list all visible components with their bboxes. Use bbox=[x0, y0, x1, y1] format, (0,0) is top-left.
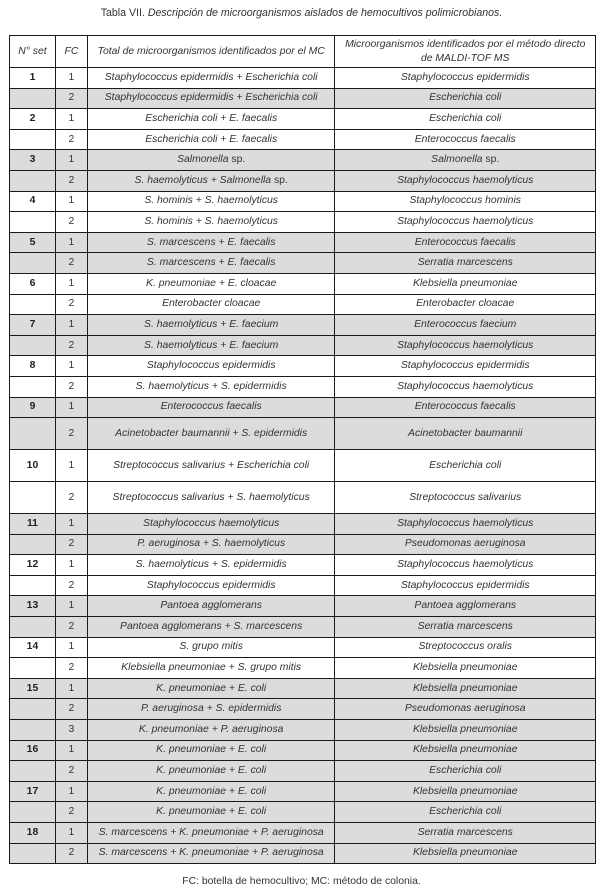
total-mc-cell: S. haemolyticus + Salmonella sp. bbox=[87, 170, 335, 191]
total-mc-cell: Staphylococcus epidermidis bbox=[87, 356, 335, 377]
total-mc-cell: K. pneumoniae + E. coli bbox=[87, 761, 335, 782]
fc-cell: 2 bbox=[55, 376, 87, 397]
total-mc-cell: S. haemolyticus + S. epidermidis bbox=[87, 555, 335, 576]
fc-cell: 2 bbox=[55, 418, 87, 450]
maldi-cell: Staphylococcus haemolyticus bbox=[335, 212, 596, 233]
maldi-cell: Staphylococcus epidermidis bbox=[335, 575, 596, 596]
maldi-cell: Escherichia coli bbox=[335, 450, 596, 482]
maldi-cell: Enterococcus faecalis bbox=[335, 232, 596, 253]
maldi-cell: Staphylococcus hominis bbox=[335, 191, 596, 212]
set-number-cell: 14 bbox=[10, 637, 56, 658]
set-number-cell: 6 bbox=[10, 273, 56, 294]
fc-cell: 2 bbox=[55, 212, 87, 233]
total-mc-cell: Acinetobacter baumannii + S. epidermidis bbox=[87, 418, 335, 450]
fc-cell: 2 bbox=[55, 617, 87, 638]
table-row bbox=[10, 482, 596, 514]
set-number-cell bbox=[10, 482, 56, 514]
fc-cell: 1 bbox=[55, 555, 87, 576]
fc-cell: 1 bbox=[55, 678, 87, 699]
table-row bbox=[10, 617, 596, 638]
fc-cell: 3 bbox=[55, 720, 87, 741]
total-mc-cell: Pantoea agglomerans bbox=[87, 596, 335, 617]
table-row bbox=[10, 761, 596, 782]
fc-cell: 1 bbox=[55, 596, 87, 617]
table-row bbox=[10, 802, 596, 823]
fc-cell: 2 bbox=[55, 802, 87, 823]
table-row bbox=[10, 170, 596, 191]
fc-cell: 1 bbox=[55, 232, 87, 253]
fc-cell: 1 bbox=[55, 740, 87, 761]
table-row bbox=[10, 514, 596, 535]
fc-cell: 1 bbox=[55, 150, 87, 171]
total-mc-cell: Enterococcus faecalis bbox=[87, 397, 335, 418]
table-row bbox=[10, 294, 596, 315]
total-mc-cell: S. grupo mitis bbox=[87, 637, 335, 658]
total-mc-cell: P. aeruginosa + S. epidermidis bbox=[87, 699, 335, 720]
set-number-cell bbox=[10, 720, 56, 741]
set-number-cell: 10 bbox=[10, 450, 56, 482]
set-number-cell bbox=[10, 88, 56, 109]
table-row bbox=[10, 720, 596, 741]
maldi-cell: Serratia marcescens bbox=[335, 823, 596, 844]
set-number-cell bbox=[10, 658, 56, 679]
total-mc-cell: S. marcescens + E. faecalis bbox=[87, 253, 335, 274]
fc-cell: 1 bbox=[55, 397, 87, 418]
maldi-cell: Streptococcus salivarius bbox=[335, 482, 596, 514]
maldi-cell: Enterococcus faecalis bbox=[335, 129, 596, 150]
table-row bbox=[10, 637, 596, 658]
table-row bbox=[10, 658, 596, 679]
set-number-cell bbox=[10, 617, 56, 638]
caption-label: Tabla VII. bbox=[100, 7, 145, 19]
species-abbrev: sp. bbox=[271, 174, 288, 186]
table-row bbox=[10, 418, 596, 450]
maldi-cell: Streptococcus oralis bbox=[335, 637, 596, 658]
set-number-cell: 7 bbox=[10, 315, 56, 336]
total-mc-cell: K. pneumoniae + E. coli bbox=[87, 781, 335, 802]
fc-cell: 1 bbox=[55, 109, 87, 130]
table-row bbox=[10, 699, 596, 720]
set-number-cell bbox=[10, 170, 56, 191]
total-mc-cell: K. pneumoniae + E. coli bbox=[87, 802, 335, 823]
species-abbrev: sp. bbox=[228, 154, 246, 166]
fc-cell: 1 bbox=[55, 823, 87, 844]
set-number-cell bbox=[10, 802, 56, 823]
maldi-cell: Staphylococcus haemolyticus bbox=[335, 170, 596, 191]
table-row bbox=[10, 212, 596, 233]
set-number-cell: 15 bbox=[10, 678, 56, 699]
table-row bbox=[10, 232, 596, 253]
table-row bbox=[10, 740, 596, 761]
fc-cell: 1 bbox=[55, 315, 87, 336]
set-number-cell: 18 bbox=[10, 823, 56, 844]
total-mc-cell: S. marcescens + K. pneumoniae + P. aeruginosa bbox=[87, 823, 335, 844]
total-mc-cell: K. pneumoniae + P. aeruginosa bbox=[87, 720, 335, 741]
maldi-cell: Escherichia coli bbox=[335, 88, 596, 109]
fc-cell: 2 bbox=[55, 335, 87, 356]
total-mc-cell: Escherichia coli + E. faecalis bbox=[87, 109, 335, 130]
set-number-cell: 3 bbox=[10, 150, 56, 171]
set-number-cell bbox=[10, 335, 56, 356]
fc-cell: 1 bbox=[55, 781, 87, 802]
table-row bbox=[10, 68, 596, 89]
total-mc-cell: K. pneumoniae + E. cloacae bbox=[87, 273, 335, 294]
fc-cell: 1 bbox=[55, 273, 87, 294]
maldi-cell: Klebsiella pneumoniae bbox=[335, 273, 596, 294]
header-fc: FC bbox=[55, 36, 87, 68]
fc-cell: 1 bbox=[55, 450, 87, 482]
table-row bbox=[10, 678, 596, 699]
table-footnote: FC: botella de hemocultivo; MC: método de colonia. bbox=[182, 876, 421, 887]
table-row bbox=[10, 823, 596, 844]
fc-cell: 1 bbox=[55, 637, 87, 658]
total-mc-cell: Salmonella sp. bbox=[87, 150, 335, 171]
maldi-cell: Pantoea agglomerans bbox=[335, 596, 596, 617]
total-mc-cell: Staphylococcus epidermidis + Escherichia coli bbox=[87, 68, 335, 89]
total-mc-cell: Escherichia coli + E. faecalis bbox=[87, 129, 335, 150]
total-mc-cell: Staphylococcus epidermidis + Escherichia coli bbox=[87, 88, 335, 109]
maldi-cell: Staphylococcus epidermidis bbox=[335, 68, 596, 89]
set-number-cell: 12 bbox=[10, 555, 56, 576]
table-row bbox=[10, 450, 596, 482]
maldi-cell: Enterococcus faecalis bbox=[335, 397, 596, 418]
table-caption bbox=[0, 7, 603, 19]
fc-cell: 1 bbox=[55, 191, 87, 212]
maldi-cell: Staphylococcus haemolyticus bbox=[335, 514, 596, 535]
fc-cell: 2 bbox=[55, 658, 87, 679]
maldi-cell: Klebsiella pneumoniae bbox=[335, 720, 596, 741]
maldi-cell: Klebsiella pneumoniae bbox=[335, 843, 596, 864]
set-number-cell bbox=[10, 253, 56, 274]
maldi-cell: Klebsiella pneumoniae bbox=[335, 658, 596, 679]
table-row bbox=[10, 129, 596, 150]
set-number-cell: 2 bbox=[10, 109, 56, 130]
maldi-cell: Pseudomonas aeruginosa bbox=[335, 534, 596, 555]
maldi-cell: Serratia marcescens bbox=[335, 617, 596, 638]
table-row bbox=[10, 534, 596, 555]
fc-cell: 2 bbox=[55, 761, 87, 782]
set-number-cell: 17 bbox=[10, 781, 56, 802]
fc-cell: 2 bbox=[55, 534, 87, 555]
set-number-cell bbox=[10, 761, 56, 782]
set-number-cell: 13 bbox=[10, 596, 56, 617]
fc-cell: 2 bbox=[55, 88, 87, 109]
set-number-cell bbox=[10, 376, 56, 397]
set-number-cell bbox=[10, 534, 56, 555]
table-row bbox=[10, 335, 596, 356]
total-mc-cell: Staphylococcus epidermidis bbox=[87, 575, 335, 596]
total-mc-cell: S. hominis + S. haemolyticus bbox=[87, 191, 335, 212]
maldi-cell: Klebsiella pneumoniae bbox=[335, 740, 596, 761]
set-number-cell bbox=[10, 294, 56, 315]
maldi-cell: Escherichia coli bbox=[335, 802, 596, 823]
set-number-cell bbox=[10, 418, 56, 450]
set-number-cell: 11 bbox=[10, 514, 56, 535]
fc-cell: 1 bbox=[55, 356, 87, 377]
maldi-cell: Escherichia coli bbox=[335, 761, 596, 782]
table-row bbox=[10, 555, 596, 576]
total-mc-cell: S. marcescens + K. pneumoniae + P. aeruginosa bbox=[87, 843, 335, 864]
maldi-cell: Klebsiella pneumoniae bbox=[335, 678, 596, 699]
species-abbrev: sp. bbox=[482, 154, 500, 166]
set-number-cell bbox=[10, 843, 56, 864]
total-mc-cell: S. haemolyticus + E. faecium bbox=[87, 335, 335, 356]
maldi-cell: Staphylococcus haemolyticus bbox=[335, 376, 596, 397]
caption-text: Descripción de microorganismos aislados de hemocultivos polimicrobianos. bbox=[147, 7, 503, 19]
maldi-cell: Pseudomonas aeruginosa bbox=[335, 699, 596, 720]
set-number-cell: 4 bbox=[10, 191, 56, 212]
total-mc-cell: Streptococcus salivarius + Escherichia coli bbox=[87, 450, 335, 482]
maldi-cell: Enterococcus faecium bbox=[335, 315, 596, 336]
fc-cell: 2 bbox=[55, 129, 87, 150]
header-total-mc: Total de microorganismos identificados por el MC bbox=[87, 36, 335, 68]
maldi-cell: Klebsiella pneumoniae bbox=[335, 781, 596, 802]
maldi-cell: Staphylococcus haemolyticus bbox=[335, 555, 596, 576]
maldi-cell: Acinetobacter baumannii bbox=[335, 418, 596, 450]
maldi-cell: Enterobacter cloacae bbox=[335, 294, 596, 315]
table-row bbox=[10, 843, 596, 864]
total-mc-cell: K. pneumoniae + E. coli bbox=[87, 740, 335, 761]
table-row bbox=[10, 596, 596, 617]
table-row bbox=[10, 781, 596, 802]
header-maldi-tof: Microorganismos identificados por el método directo de MALDI-TOF MS bbox=[335, 36, 596, 68]
fc-cell: 1 bbox=[55, 68, 87, 89]
total-mc-cell: P. aeruginosa + S. haemolyticus bbox=[87, 534, 335, 555]
set-number-cell bbox=[10, 575, 56, 596]
table-body bbox=[10, 68, 596, 864]
fc-cell: 2 bbox=[55, 575, 87, 596]
fc-cell: 2 bbox=[55, 843, 87, 864]
table-row bbox=[10, 315, 596, 336]
maldi-cell: Salmonella sp. bbox=[335, 150, 596, 171]
total-mc-cell: S. hominis + S. haemolyticus bbox=[87, 212, 335, 233]
table-row bbox=[10, 88, 596, 109]
fc-cell: 2 bbox=[55, 170, 87, 191]
set-number-cell: 8 bbox=[10, 356, 56, 377]
table-row bbox=[10, 376, 596, 397]
microorganism-table bbox=[9, 35, 596, 864]
table-row bbox=[10, 575, 596, 596]
maldi-cell: Staphylococcus haemolyticus bbox=[335, 335, 596, 356]
set-number-cell bbox=[10, 212, 56, 233]
total-mc-cell: S. haemolyticus + E. faecium bbox=[87, 315, 335, 336]
table-row bbox=[10, 150, 596, 171]
total-mc-cell: K. pneumoniae + E. coli bbox=[87, 678, 335, 699]
set-number-cell: 5 bbox=[10, 232, 56, 253]
fc-cell: 1 bbox=[55, 514, 87, 535]
fc-cell: 2 bbox=[55, 253, 87, 274]
total-mc-cell: S. haemolyticus + S. epidermidis bbox=[87, 376, 335, 397]
table-row bbox=[10, 273, 596, 294]
table-row bbox=[10, 253, 596, 274]
header-set-number: N° set bbox=[10, 36, 56, 68]
set-number-cell: 16 bbox=[10, 740, 56, 761]
fc-cell: 2 bbox=[55, 699, 87, 720]
table-header-row bbox=[10, 36, 596, 68]
table-row bbox=[10, 191, 596, 212]
set-number-cell: 1 bbox=[10, 68, 56, 89]
table-row bbox=[10, 397, 596, 418]
total-mc-cell: Klebsiella pneumoniae + S. grupo mitis bbox=[87, 658, 335, 679]
total-mc-cell: S. marcescens + E. faecalis bbox=[87, 232, 335, 253]
total-mc-cell: Staphylococcus haemolyticus bbox=[87, 514, 335, 535]
set-number-cell bbox=[10, 129, 56, 150]
maldi-cell: Staphylococcus epidermidis bbox=[335, 356, 596, 377]
total-mc-cell: Streptococcus salivarius + S. haemolyticus bbox=[87, 482, 335, 514]
set-number-cell bbox=[10, 699, 56, 720]
fc-cell: 2 bbox=[55, 482, 87, 514]
maldi-cell: Serratia marcescens bbox=[335, 253, 596, 274]
fc-cell: 2 bbox=[55, 294, 87, 315]
maldi-cell: Escherichia coli bbox=[335, 109, 596, 130]
total-mc-cell: Enterobacter cloacae bbox=[87, 294, 335, 315]
total-mc-cell: Pantoea agglomerans + S. marcescens bbox=[87, 617, 335, 638]
table-row bbox=[10, 109, 596, 130]
set-number-cell: 9 bbox=[10, 397, 56, 418]
table-row bbox=[10, 356, 596, 377]
